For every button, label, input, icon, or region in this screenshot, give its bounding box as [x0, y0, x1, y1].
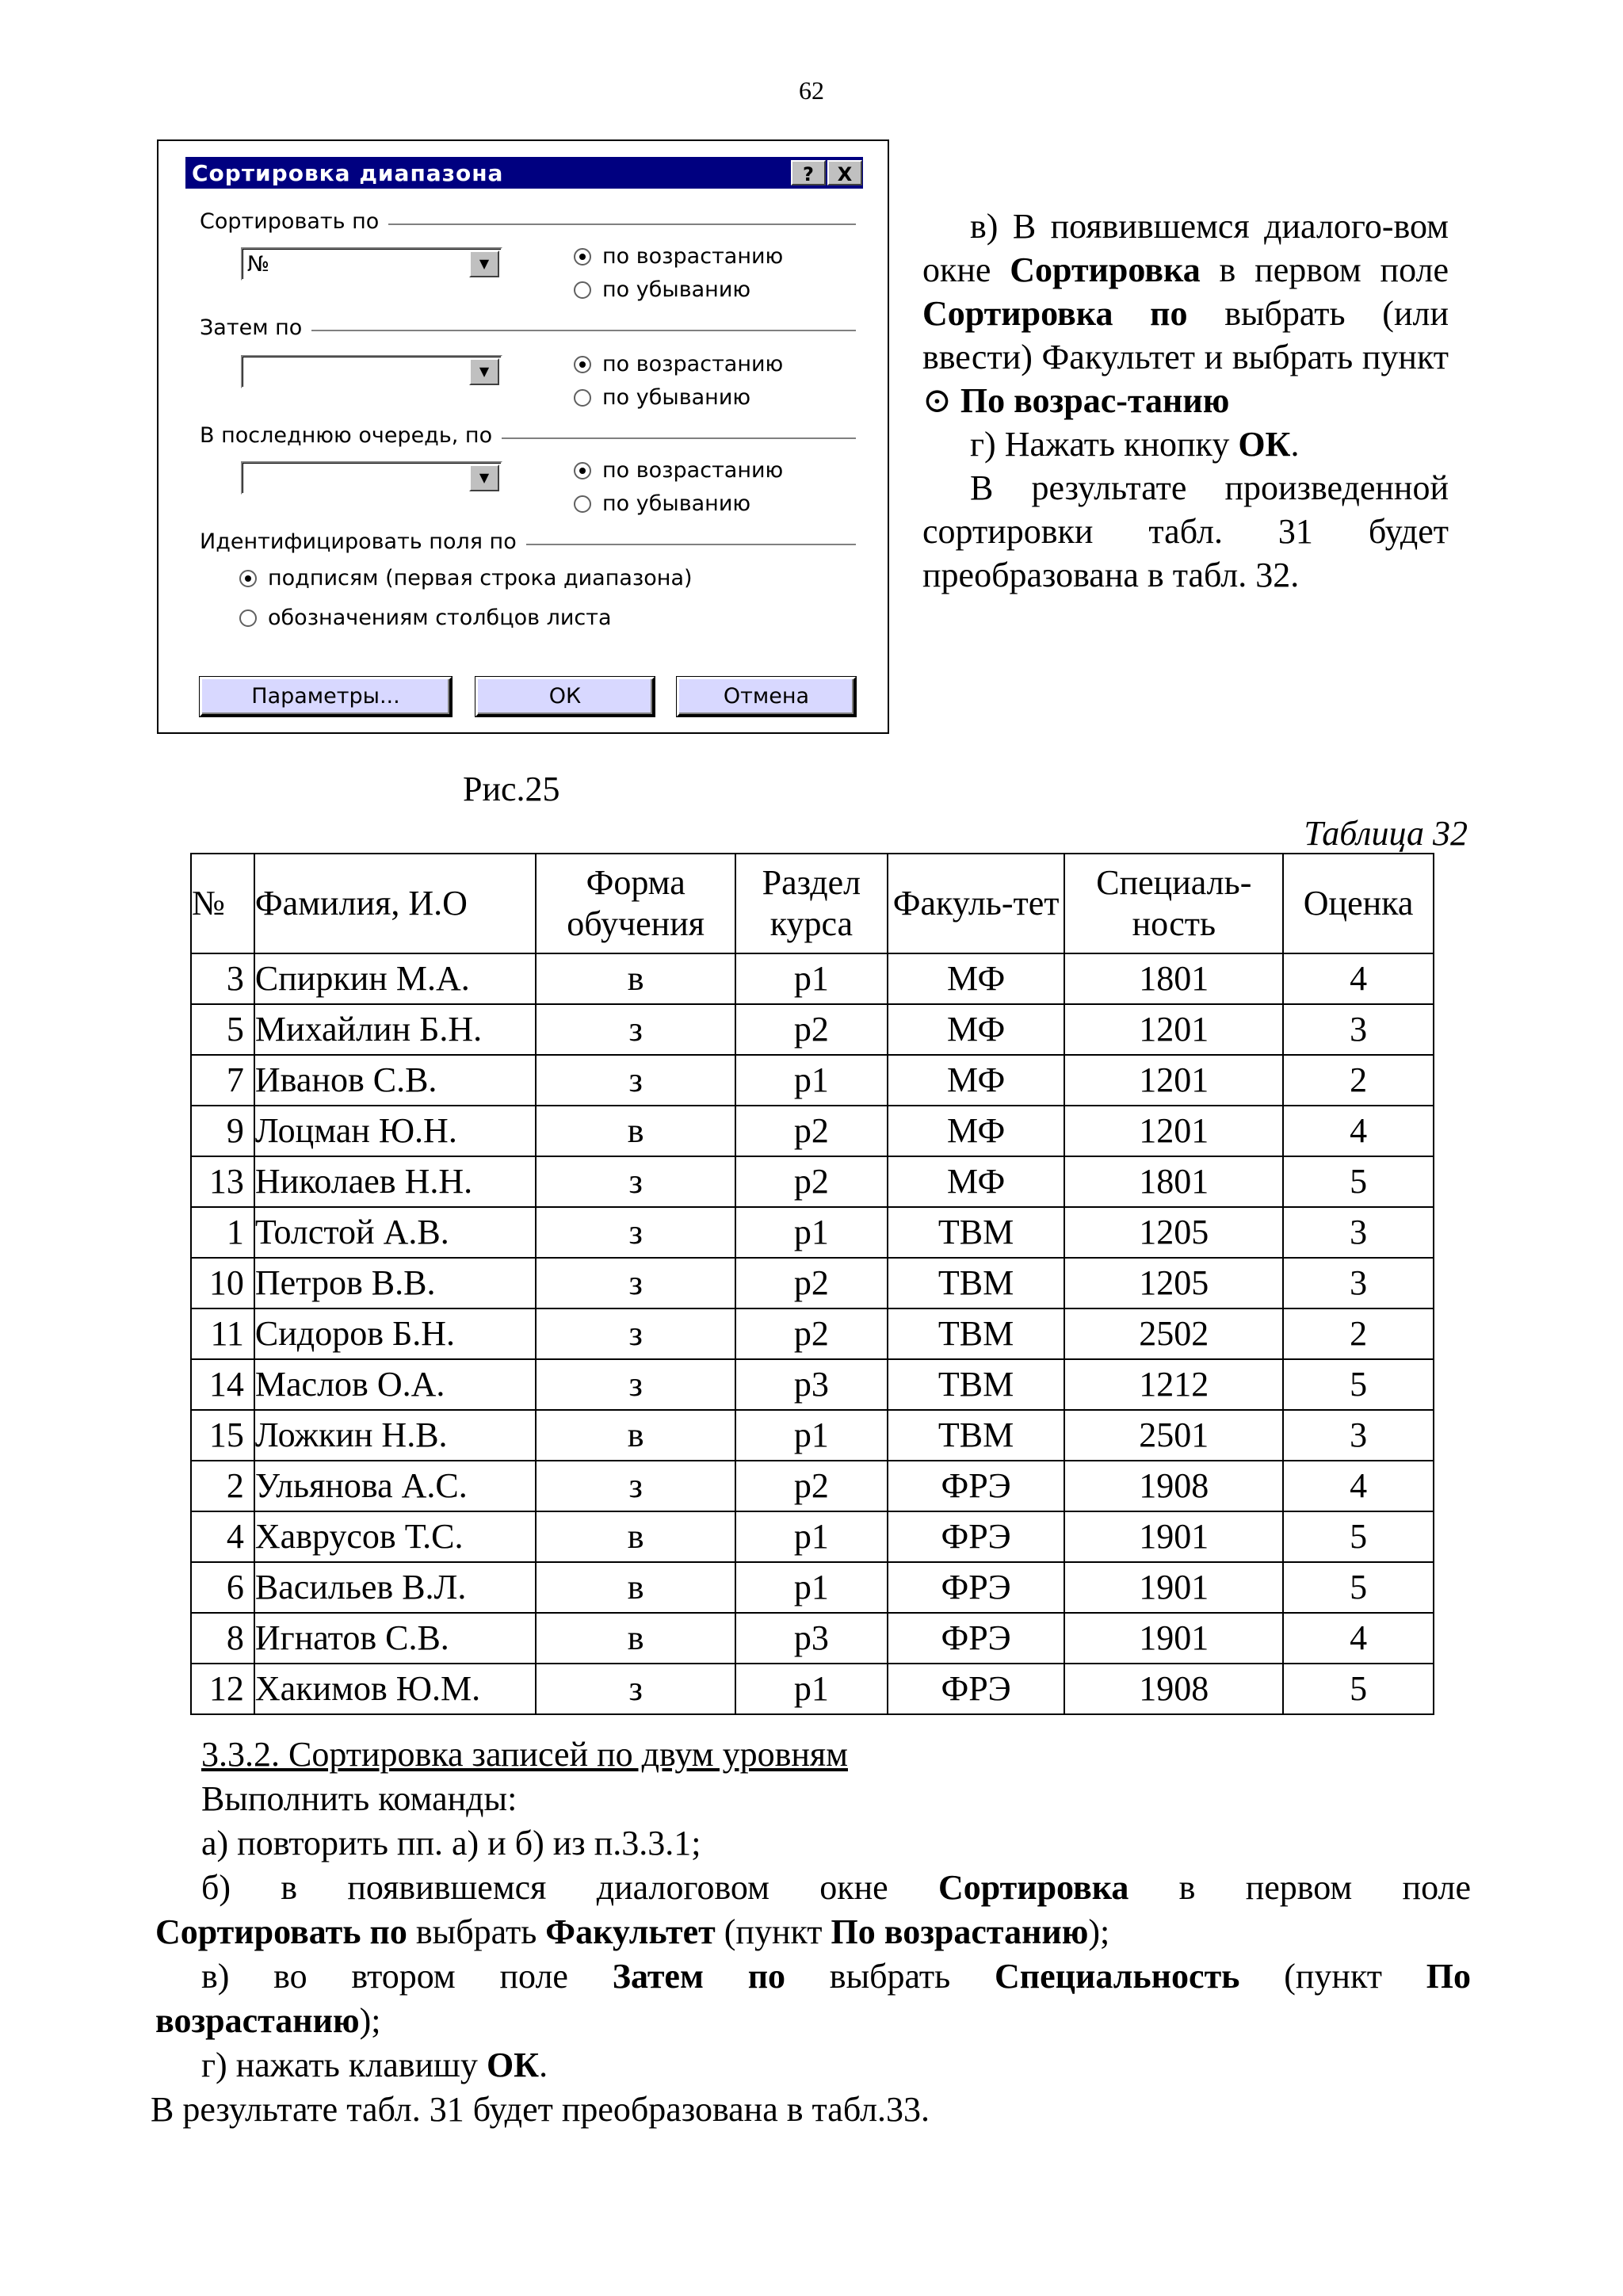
table-row — [191, 1461, 1434, 1511]
dialog-title: Сортировка диапазона — [192, 160, 504, 186]
last-by-ascending-radio[interactable]: по возрастанию — [574, 458, 783, 483]
table-cell: 4 — [1283, 1106, 1434, 1156]
table-cell: ТВМ — [888, 1410, 1065, 1461]
col-header: № — [191, 854, 254, 953]
table-cell: з — [536, 1258, 735, 1308]
step-b-line2: Сортировать по выбрать Факультет (пункт По возрастанию); — [155, 1912, 1110, 1951]
table-cell: 3 — [1283, 1410, 1434, 1461]
table-cell: МФ — [888, 1106, 1065, 1156]
sort-by-descending-radio[interactable]: по убыванию — [574, 277, 750, 302]
then-by-descending-radio[interactable]: по убыванию — [574, 385, 750, 410]
radio-symbol-icon: ⊙ — [922, 381, 952, 420]
step-d: г) нажать клавишу ОК. — [201, 2046, 548, 2084]
table-header-row — [191, 854, 1434, 953]
table-cell: ТВМ — [888, 1308, 1065, 1359]
chevron-down-icon[interactable]: ▼ — [469, 464, 499, 491]
radio-unchecked-icon — [574, 389, 591, 407]
sort-by-combo[interactable] — [241, 247, 502, 281]
chevron-down-icon[interactable]: ▼ — [469, 250, 499, 277]
table-cell: р2 — [735, 1258, 888, 1308]
table-cell: 14 — [191, 1359, 254, 1410]
table-cell: 11 — [191, 1308, 254, 1359]
table-row — [191, 1359, 1434, 1410]
col-header: Специаль-ность — [1064, 854, 1283, 953]
table-cell: р3 — [735, 1613, 888, 1664]
bottom-text — [151, 1733, 1471, 2132]
table-row — [191, 1258, 1434, 1308]
figure-caption: Рис.25 — [463, 770, 560, 808]
identify-group — [200, 529, 856, 558]
table-cell: 2501 — [1064, 1410, 1283, 1461]
table-row — [191, 1562, 1434, 1613]
last-by-group — [200, 423, 856, 452]
table-cell: 7 — [191, 1055, 254, 1106]
table-cell: 5 — [1283, 1359, 1434, 1410]
sort-by-label: Сортировать по — [200, 209, 388, 234]
table-row — [191, 1664, 1434, 1714]
table-cell: МФ — [888, 1156, 1065, 1207]
table-cell: ФРЭ — [888, 1613, 1065, 1664]
table-cell: 1201 — [1064, 1106, 1283, 1156]
table-cell: ФРЭ — [888, 1562, 1065, 1613]
table-row — [191, 953, 1434, 1004]
col-header: Факуль-тет — [888, 854, 1065, 953]
table-cell: 8 — [191, 1613, 254, 1664]
table-cell: 15 — [191, 1410, 254, 1461]
table-cell: 2 — [1283, 1055, 1434, 1106]
sort-by-ascending-radio[interactable]: по возрастанию — [574, 244, 783, 269]
last-by-combo[interactable] — [241, 461, 502, 495]
table-cell: ТВМ — [888, 1359, 1065, 1410]
chevron-down-icon[interactable]: ▼ — [469, 358, 499, 385]
result-text: В результате произведенной сортировки табл. 31 будет преобразована в табл. 32. — [922, 468, 1449, 594]
last-by-label: В последнюю очередь, по — [200, 423, 502, 448]
sort-by-value: № — [247, 252, 270, 277]
table-cell: р1 — [735, 1562, 888, 1613]
table-cell: з — [536, 1308, 735, 1359]
table-cell: в — [536, 1410, 735, 1461]
table-cell: р3 — [735, 1359, 888, 1410]
table-cell: Ульянова А.С. — [254, 1461, 536, 1511]
table-cell: ФРЭ — [888, 1511, 1065, 1562]
table-cell: в — [536, 1613, 735, 1664]
table-cell: 5 — [191, 1004, 254, 1055]
then-by-combo[interactable] — [241, 355, 502, 388]
then-by-group — [200, 315, 856, 344]
table-cell: 5 — [1283, 1511, 1434, 1562]
table-cell: Спиркин М.А. — [254, 953, 536, 1004]
table-cell: р2 — [735, 1106, 888, 1156]
table-row — [191, 1207, 1434, 1258]
table-cell: 1901 — [1064, 1562, 1283, 1613]
table-cell: Сидоров Б.Н. — [254, 1308, 536, 1359]
table-cell: з — [536, 1004, 735, 1055]
step-c-line1: в) во втором поле Затем по выбрать Специальность (пункт По — [201, 1957, 1471, 1996]
radio-unchecked-icon — [574, 281, 591, 299]
table-cell: 3 — [1283, 1004, 1434, 1055]
then-by-label: Затем по — [200, 315, 311, 340]
table-cell: 1212 — [1064, 1359, 1283, 1410]
close-icon[interactable]: X — [827, 160, 862, 185]
table-cell: 4 — [1283, 953, 1434, 1004]
table-cell: 4 — [1283, 1613, 1434, 1664]
instructions-text — [922, 204, 1449, 597]
then-by-ascending-radio[interactable]: по возрастанию — [574, 352, 783, 376]
table-cell: 5 — [1283, 1156, 1434, 1207]
last-by-descending-radio[interactable]: по убыванию — [574, 491, 750, 516]
step-a: а) повторить пп. а) и б) из п.3.3.1; — [201, 1824, 701, 1862]
table-cell: р1 — [735, 1410, 888, 1461]
table-cell: МФ — [888, 1004, 1065, 1055]
step-c-line2: возрастанию); — [155, 2001, 381, 2040]
step-b-line1: б) в появившемся диалоговом окне Сортировка в первом поле — [201, 1868, 1471, 1907]
table-cell: Хакимов Ю.М. — [254, 1664, 536, 1714]
table-cell: р1 — [735, 1664, 888, 1714]
table-cell: в — [536, 1106, 735, 1156]
table-cell: ФРЭ — [888, 1461, 1065, 1511]
radio-unchecked-icon — [574, 495, 591, 513]
table-cell: Иванов С.В. — [254, 1055, 536, 1106]
identify-by-columns-radio[interactable]: обозначениям столбцов листа — [239, 606, 612, 630]
table-cell: р1 — [735, 953, 888, 1004]
table-cell: Маслов О.А. — [254, 1359, 536, 1410]
col-header: Фамилия, И.О — [254, 854, 536, 953]
col-header: Оценка — [1283, 854, 1434, 953]
table-cell: МФ — [888, 953, 1065, 1004]
identify-label: Идентифицировать поля по — [200, 529, 526, 554]
table-cell: Игнатов С.В. — [254, 1613, 536, 1664]
table-row — [191, 1156, 1434, 1207]
table-row — [191, 1511, 1434, 1562]
table-cell: Петров В.В. — [254, 1258, 536, 1308]
dialog-titlebar — [185, 157, 863, 189]
radio-checked-icon — [239, 570, 257, 587]
table-cell: 2 — [191, 1461, 254, 1511]
radio-checked-icon — [574, 248, 591, 266]
table-cell: 1201 — [1064, 1055, 1283, 1106]
help-icon[interactable]: ? — [791, 160, 826, 185]
table-row — [191, 1410, 1434, 1461]
table-cell: Николаев Н.Н. — [254, 1156, 536, 1207]
table-cell: з — [536, 1207, 735, 1258]
table-row — [191, 1004, 1434, 1055]
table-cell: р2 — [735, 1461, 888, 1511]
step-v: в) В появившемся диалого-вом окне Сортировка в первом поле Сортировка по выбрать (или ввести) Факультет и выбрать пункт ⊙ По возрас-танию — [922, 207, 1449, 420]
table-cell: Лоцман Ю.Н. — [254, 1106, 536, 1156]
params-button[interactable]: Параметры... — [200, 677, 452, 716]
page-number: 62 — [799, 76, 824, 105]
table-row — [191, 1613, 1434, 1664]
table-cell: ФРЭ — [888, 1664, 1065, 1714]
table-cell: 1 — [191, 1207, 254, 1258]
table-cell: 2502 — [1064, 1308, 1283, 1359]
table-cell: 13 — [191, 1156, 254, 1207]
table-cell: 2 — [1283, 1308, 1434, 1359]
table-cell: 6 — [191, 1562, 254, 1613]
table-cell: 4 — [1283, 1461, 1434, 1511]
table-cell: Толстой А.В. — [254, 1207, 536, 1258]
table-cell: Ложкин Н.В. — [254, 1410, 536, 1461]
data-table — [190, 853, 1434, 1715]
table-cell: р1 — [735, 1207, 888, 1258]
commands-label: Выполнить команды: — [201, 1779, 517, 1818]
table-cell: 5 — [1283, 1562, 1434, 1613]
table-cell: ТВМ — [888, 1258, 1065, 1308]
table-cell: 1801 — [1064, 1156, 1283, 1207]
table-row — [191, 1106, 1434, 1156]
table-cell: Хаврусов Т.С. — [254, 1511, 536, 1562]
table-cell: 9 — [191, 1106, 254, 1156]
radio-checked-icon — [574, 462, 591, 479]
identify-by-headers-radio[interactable]: подписям (первая строка диапазона) — [239, 566, 693, 590]
table-cell: р2 — [735, 1308, 888, 1359]
section-heading: 3.3.2. Сортировка записей по двум уровням — [201, 1735, 848, 1774]
table-cell: МФ — [888, 1055, 1065, 1106]
table-cell: в — [536, 1511, 735, 1562]
table-cell: 1908 — [1064, 1664, 1283, 1714]
table-cell: Михайлин Б.Н. — [254, 1004, 536, 1055]
table-cell: 1205 — [1064, 1258, 1283, 1308]
table-cell: р2 — [735, 1004, 888, 1055]
table-cell: 1901 — [1064, 1511, 1283, 1562]
table-cell: р1 — [735, 1055, 888, 1106]
col-header: Форма обучения — [536, 854, 735, 953]
table-cell: з — [536, 1359, 735, 1410]
table-cell: 1908 — [1064, 1461, 1283, 1511]
table-cell: 3 — [191, 953, 254, 1004]
table-cell: р2 — [735, 1156, 888, 1207]
cancel-button[interactable]: Отмена — [677, 677, 856, 716]
table-cell: 1901 — [1064, 1613, 1283, 1664]
table-cell: з — [536, 1055, 735, 1106]
table-cell: 12 — [191, 1664, 254, 1714]
table-cell: 1205 — [1064, 1207, 1283, 1258]
table-row — [191, 1308, 1434, 1359]
table-cell: з — [536, 1664, 735, 1714]
col-header: Раздел курса — [735, 854, 888, 953]
table-cell: в — [536, 1562, 735, 1613]
table-cell: 5 — [1283, 1664, 1434, 1714]
table-cell: р1 — [735, 1511, 888, 1562]
table-cell: в — [536, 953, 735, 1004]
table-cell: 10 — [191, 1258, 254, 1308]
ok-button[interactable]: ОК — [475, 677, 655, 716]
table-cell: 3 — [1283, 1207, 1434, 1258]
table-cell: ТВМ — [888, 1207, 1065, 1258]
table-cell: Васильев В.Л. — [254, 1562, 536, 1613]
table-cell: з — [536, 1461, 735, 1511]
table-cell: з — [536, 1156, 735, 1207]
step-g: г) Нажать кнопку ОК. — [970, 425, 1300, 464]
table-cell: 1801 — [1064, 953, 1283, 1004]
table-row — [191, 1055, 1434, 1106]
sort-by-group — [200, 209, 856, 238]
sort-range-dialog — [157, 139, 889, 734]
table-caption: Таблица 32 — [1304, 814, 1468, 853]
table-cell: 3 — [1283, 1258, 1434, 1308]
table-cell: 1201 — [1064, 1004, 1283, 1055]
radio-unchecked-icon — [239, 609, 257, 627]
final-text: В результате табл. 31 будет преобразована в табл.33. — [151, 2090, 930, 2129]
radio-checked-icon — [574, 356, 591, 373]
table-cell: 4 — [191, 1511, 254, 1562]
